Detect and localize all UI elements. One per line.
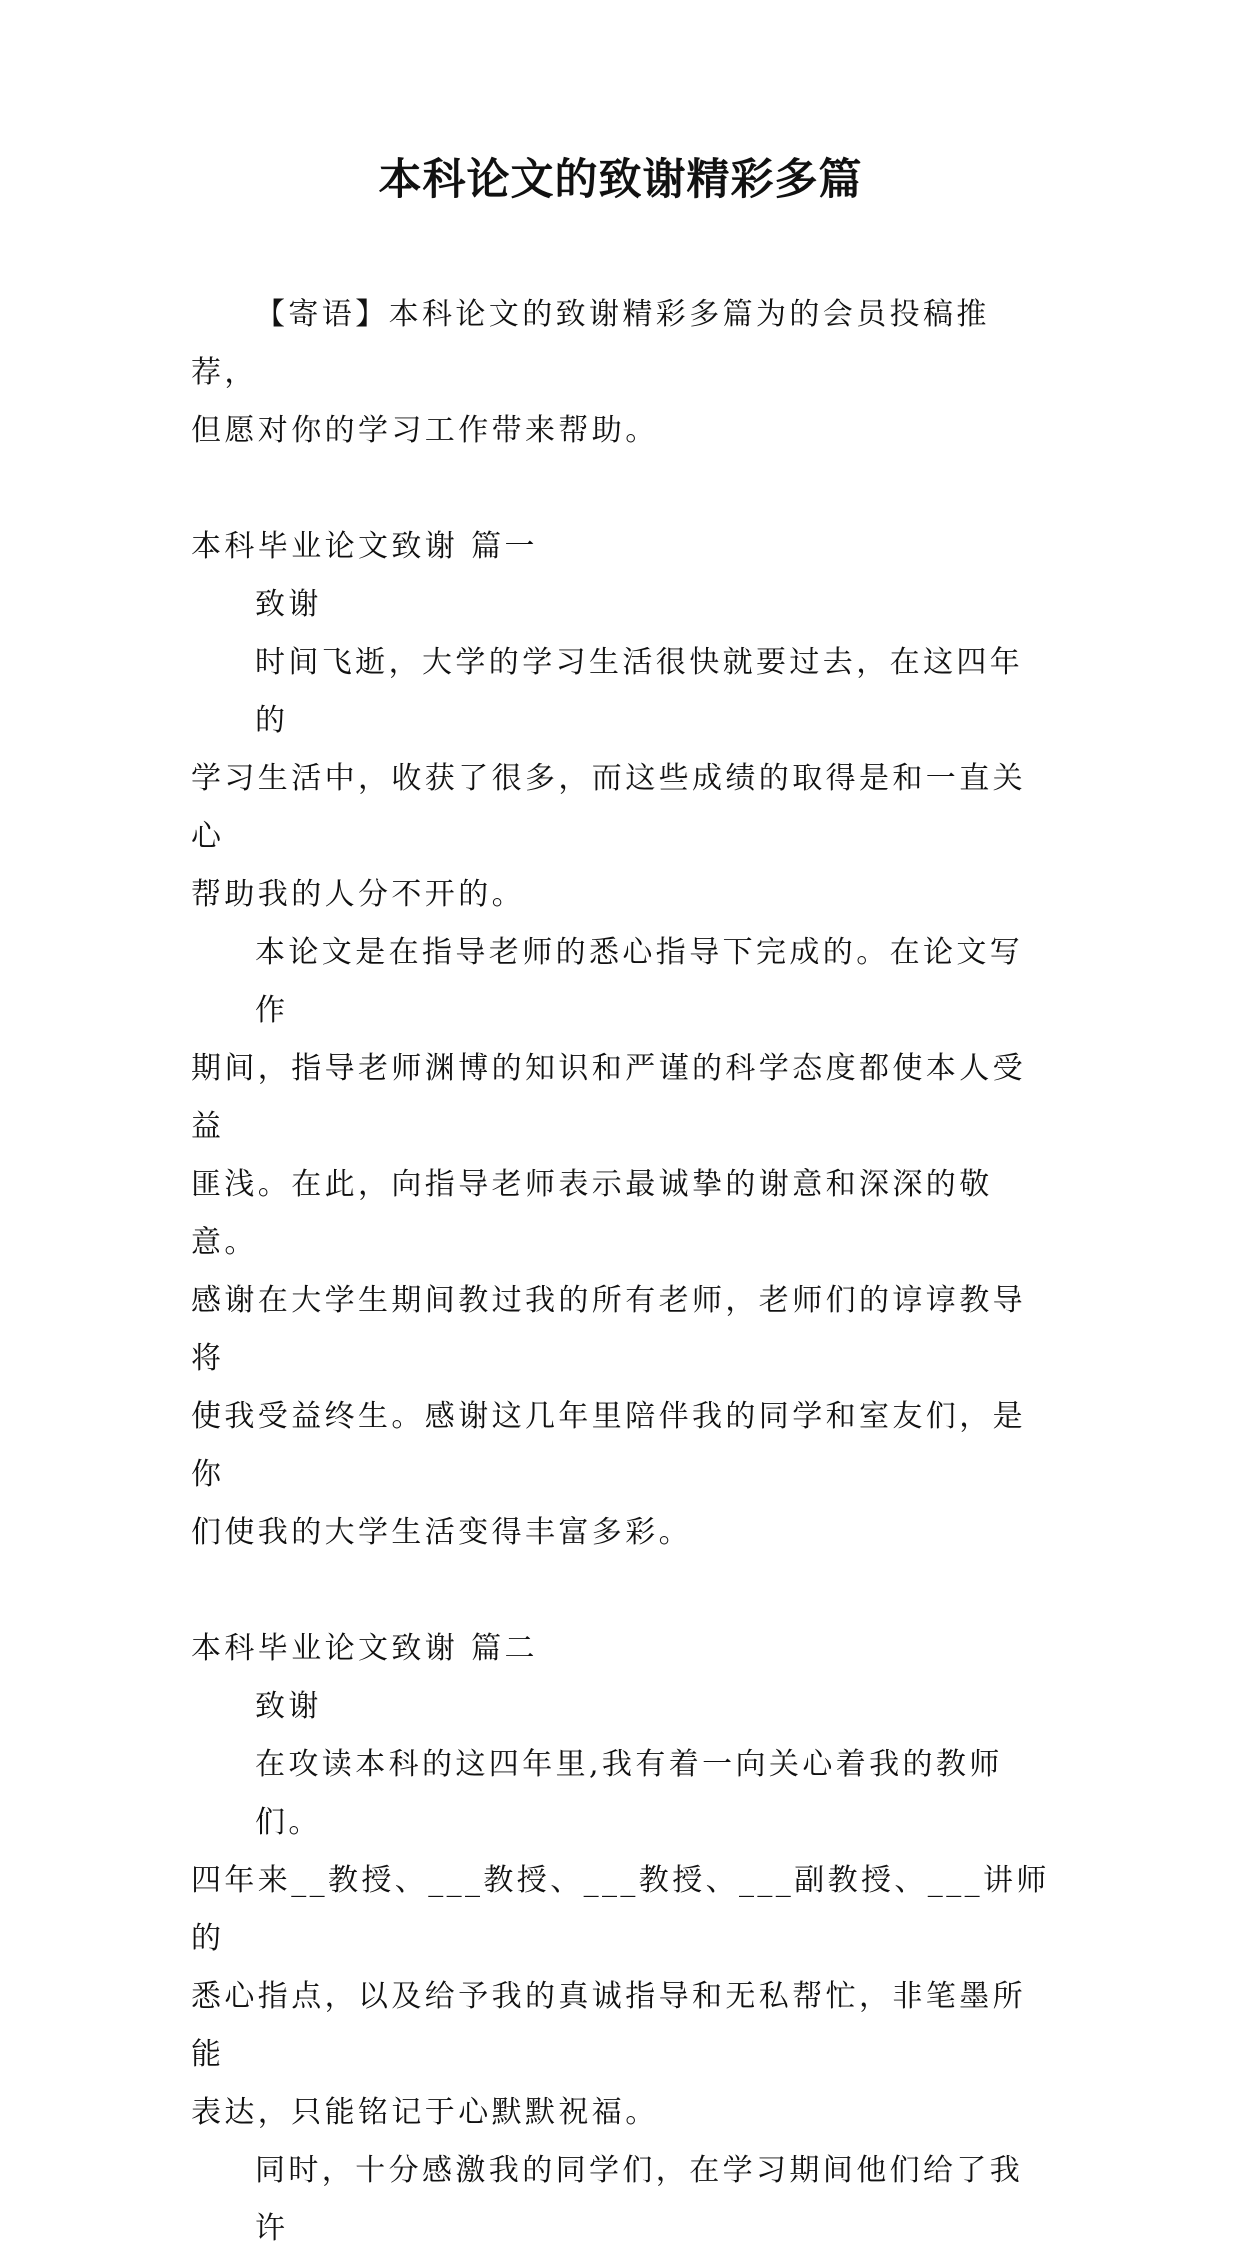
spacer — [191, 460, 1051, 518]
section-label: 致谢 — [255, 1689, 322, 1724]
document-body — [191, 286, 1051, 2258]
section-heading: 本科毕业论文致谢 篇一 — [191, 529, 538, 564]
paragraph-line: 悉心指点，以及给予我的真诚指导和无私帮忙，非笔墨所能 — [191, 1979, 1026, 2072]
document-title: 本科论文的致谢精彩多篇 — [378, 155, 863, 205]
paragraph-line: 们使我的大学生活变得丰富多彩。 — [191, 1515, 692, 1550]
paragraph-line: 感谢在大学生期间教过我的所有老师，老师们的谆谆教导将 — [191, 1283, 1026, 1376]
paragraph-line: 本论文是在指导老师的悉心指导下完成的。在论文写作 — [255, 935, 1024, 1028]
paragraph-line: 期间，指导老师渊博的知识和严谨的科学态度都使本人受益 — [191, 1051, 1026, 1144]
paragraph-line: 帮助我的人分不开的。 — [191, 877, 525, 912]
paragraph-line: 同时，十分感激我的同学们，在学习期间他们给了我许 — [255, 2153, 1024, 2246]
section-heading: 本科毕业论文致谢 篇二 — [191, 1631, 538, 1666]
intro-line: 但愿对你的学习工作带来帮助。 — [191, 413, 659, 448]
section-label: 致谢 — [255, 587, 322, 622]
paragraph-line: 在攻读本科的这四年里,我有着一向关心着我的教师们。 — [255, 1747, 1003, 1840]
paragraph-line: 时间飞逝，大学的学习生活很快就要过去，在这四年的 — [255, 645, 1024, 738]
paragraph-line: 学习生活中，收获了很多，而这些成绩的取得是和一直关心 — [191, 761, 1026, 854]
intro-line: 【寄语】本科论文的致谢精彩多篇为的会员投稿推荐， — [191, 297, 990, 390]
spacer — [191, 1562, 1051, 1620]
paragraph-line: 四年来__教授、___教授、___教授、___副教授、___讲师的 — [191, 1863, 1050, 1956]
paragraph-line: 表达，只能铭记于心默默祝福。 — [191, 2095, 659, 2130]
paragraph-line: 使我受益终生。感谢这几年里陪伴我的同学和室友们，是你 — [191, 1399, 1026, 1492]
paragraph-line: 匪浅。在此，向指导老师表示最诚挚的谢意和深深的敬意。 — [191, 1167, 993, 1260]
